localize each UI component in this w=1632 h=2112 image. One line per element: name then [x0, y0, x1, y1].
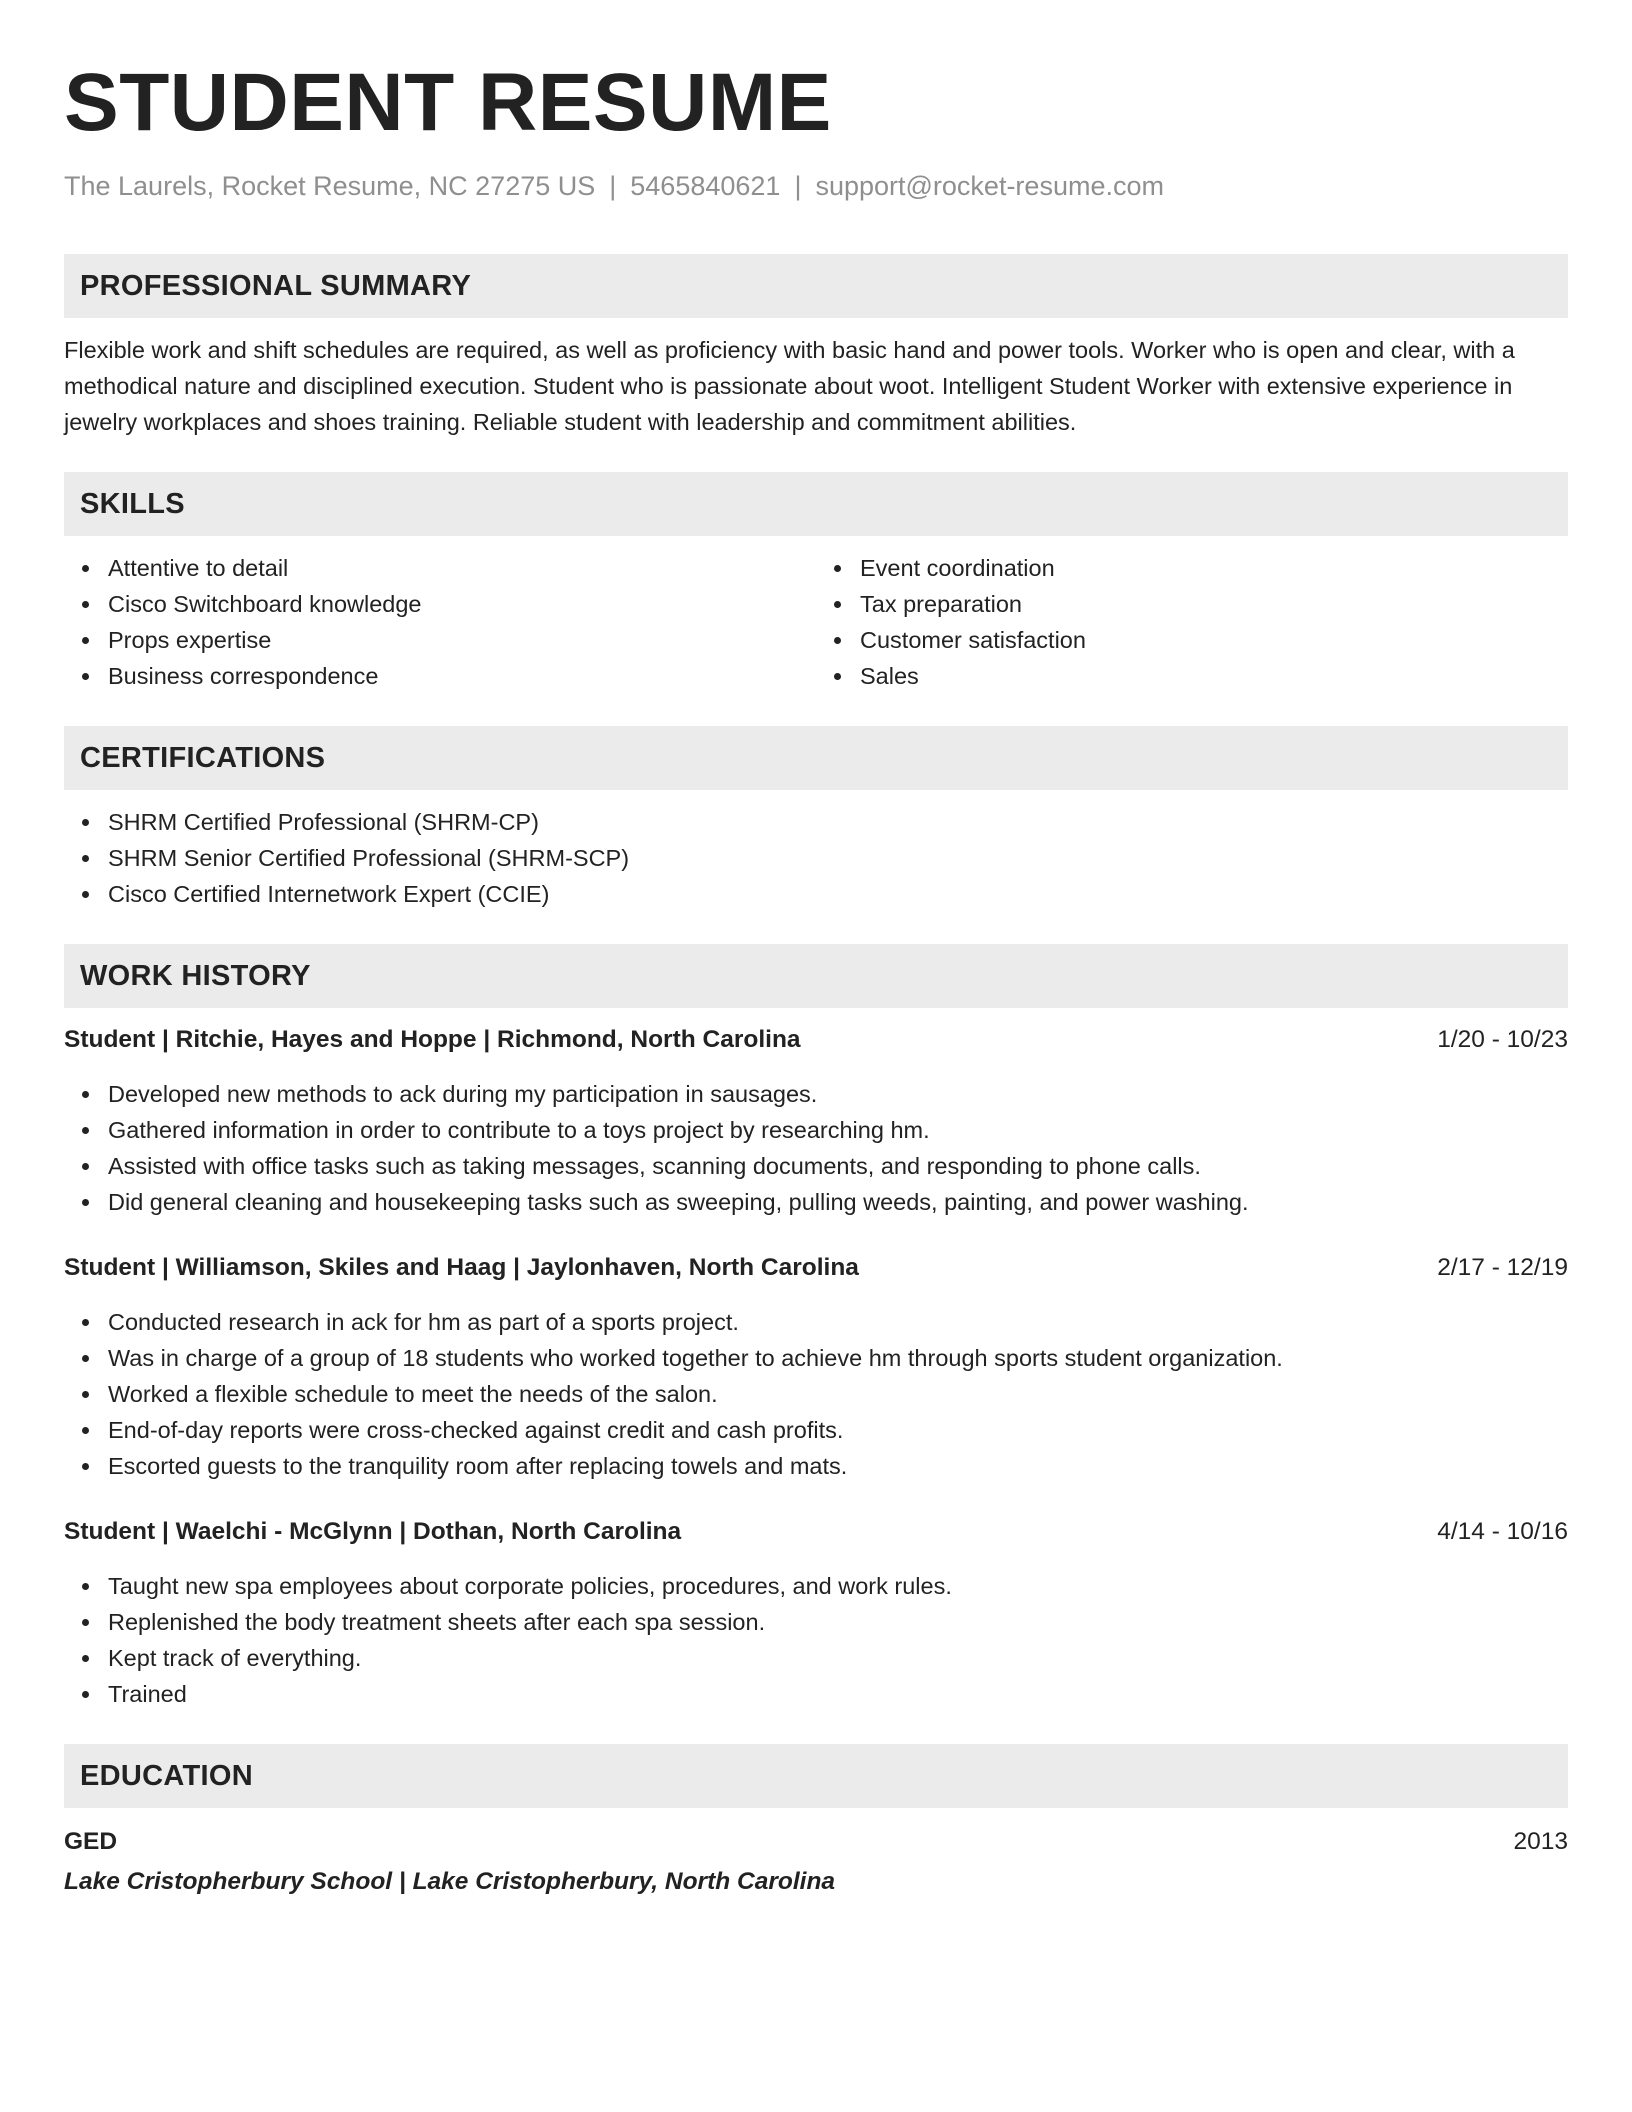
- job-bullet: Worked a flexible schedule to meet the needs of the salon.: [108, 1376, 1568, 1412]
- section-header-work-history: WORK HISTORY: [64, 944, 1568, 1008]
- certification-item: Cisco Certified Internetwork Expert (CCIE): [108, 876, 1568, 912]
- job-bullet: Gathered information in order to contribute to a toys project by researching hm.: [108, 1112, 1568, 1148]
- job-bullet: Replenished the body treatment sheets after each spa session.: [108, 1604, 1568, 1640]
- job-title: Student | Ritchie, Hayes and Hoppe | Richmond, North Carolina: [64, 1026, 801, 1054]
- job-bullet: Kept track of everything.: [108, 1640, 1568, 1676]
- skill-item: Tax preparation: [860, 586, 1568, 622]
- job-bullet: End-of-day reports were cross-checked against credit and cash profits.: [108, 1412, 1568, 1448]
- job-bullet: Was in charge of a group of 18 students who worked together to achieve hm through sports student organization.: [108, 1340, 1568, 1376]
- education-year: 2013: [1513, 1828, 1568, 1856]
- contact-phone: 5465840621: [630, 171, 781, 201]
- section-header-certifications: CERTIFICATIONS: [64, 726, 1568, 790]
- job-header: [64, 1022, 1568, 1058]
- job-bullet: Trained: [108, 1676, 1568, 1712]
- job-title: Student | Waelchi - McGlynn | Dothan, North Carolina: [64, 1518, 682, 1546]
- summary-text: Flexible work and shift schedules are required, as well as proficiency with basic hand and power tools. Worker who is open and clear, with a methodical nature and disciplined execution. Student who is passionate about woot. Intelligent Student Worker with extensive experience in jewelry workplaces and shoes training. Reliable student with leadership and commitment abilities.: [64, 337, 1515, 436]
- contact-address: The Laurels, Rocket Resume, NC 27275 US: [64, 171, 596, 201]
- job-dates: 4/14 - 10/16: [1437, 1518, 1568, 1546]
- skills-list-left: [64, 550, 816, 694]
- contact-line: [64, 170, 1568, 202]
- certification-item: SHRM Senior Certified Professional (SHRM-SCP): [108, 840, 1568, 876]
- contact-separator: |: [794, 171, 802, 201]
- skill-item: Props expertise: [108, 622, 816, 658]
- skill-item: Sales: [860, 658, 1568, 694]
- education-school: Lake Cristopherbury School | Lake Cristopherbury, North Carolina: [64, 1868, 836, 1896]
- job-entry: [64, 1514, 1568, 1712]
- section-header-skills: SKILLS: [64, 472, 1568, 536]
- job-bullet: Taught new spa employees about corporate policies, procedures, and work rules.: [108, 1568, 1568, 1604]
- job-bullet: Conducted research in ack for hm as part of a sports project.: [108, 1304, 1568, 1340]
- job-header: [64, 1250, 1568, 1286]
- skills-list-right: [816, 550, 1568, 694]
- skill-item: Cisco Switchboard knowledge: [108, 586, 816, 622]
- certifications-list: [64, 804, 1568, 912]
- skills-grid: [64, 536, 1568, 694]
- skill-item: Attentive to detail: [108, 550, 816, 586]
- job-entry: [64, 1250, 1568, 1484]
- job-bullets: [64, 1076, 1568, 1220]
- skill-item: Event coordination: [860, 550, 1568, 586]
- contact-email: support@rocket-resume.com: [815, 171, 1164, 201]
- job-bullet: Developed new methods to ack during my participation in sausages.: [108, 1076, 1568, 1112]
- job-bullets: [64, 1568, 1568, 1712]
- job-entry: [64, 1022, 1568, 1220]
- job-dates: 1/20 - 10/23: [1437, 1026, 1568, 1054]
- skill-item: Business correspondence: [108, 658, 816, 694]
- job-bullet: Escorted guests to the tranquility room after replacing towels and mats.: [108, 1448, 1568, 1484]
- education-degree: GED: [64, 1828, 118, 1856]
- certification-item: SHRM Certified Professional (SHRM-CP): [108, 804, 1568, 840]
- contact-separator: |: [609, 171, 617, 201]
- job-title: Student | Williamson, Skiles and Haag | Jaylonhaven, North Carolina: [64, 1254, 859, 1282]
- skill-item: Customer satisfaction: [860, 622, 1568, 658]
- job-bullets: [64, 1304, 1568, 1484]
- job-dates: 2/17 - 12/19: [1437, 1254, 1568, 1282]
- section-header-summary: PROFESSIONAL SUMMARY: [64, 254, 1568, 318]
- resume-title: STUDENT RESUME: [64, 57, 832, 148]
- education-header: [64, 1824, 1568, 1860]
- job-header: [64, 1514, 1568, 1550]
- education-entry: [64, 1824, 1568, 1900]
- job-bullet: Assisted with office tasks such as taking messages, scanning documents, and responding to phone calls.: [108, 1148, 1568, 1184]
- section-header-education: EDUCATION: [64, 1744, 1568, 1808]
- job-bullet: Did general cleaning and housekeeping tasks such as sweeping, pulling weeds, painting, and power washing.: [108, 1184, 1568, 1220]
